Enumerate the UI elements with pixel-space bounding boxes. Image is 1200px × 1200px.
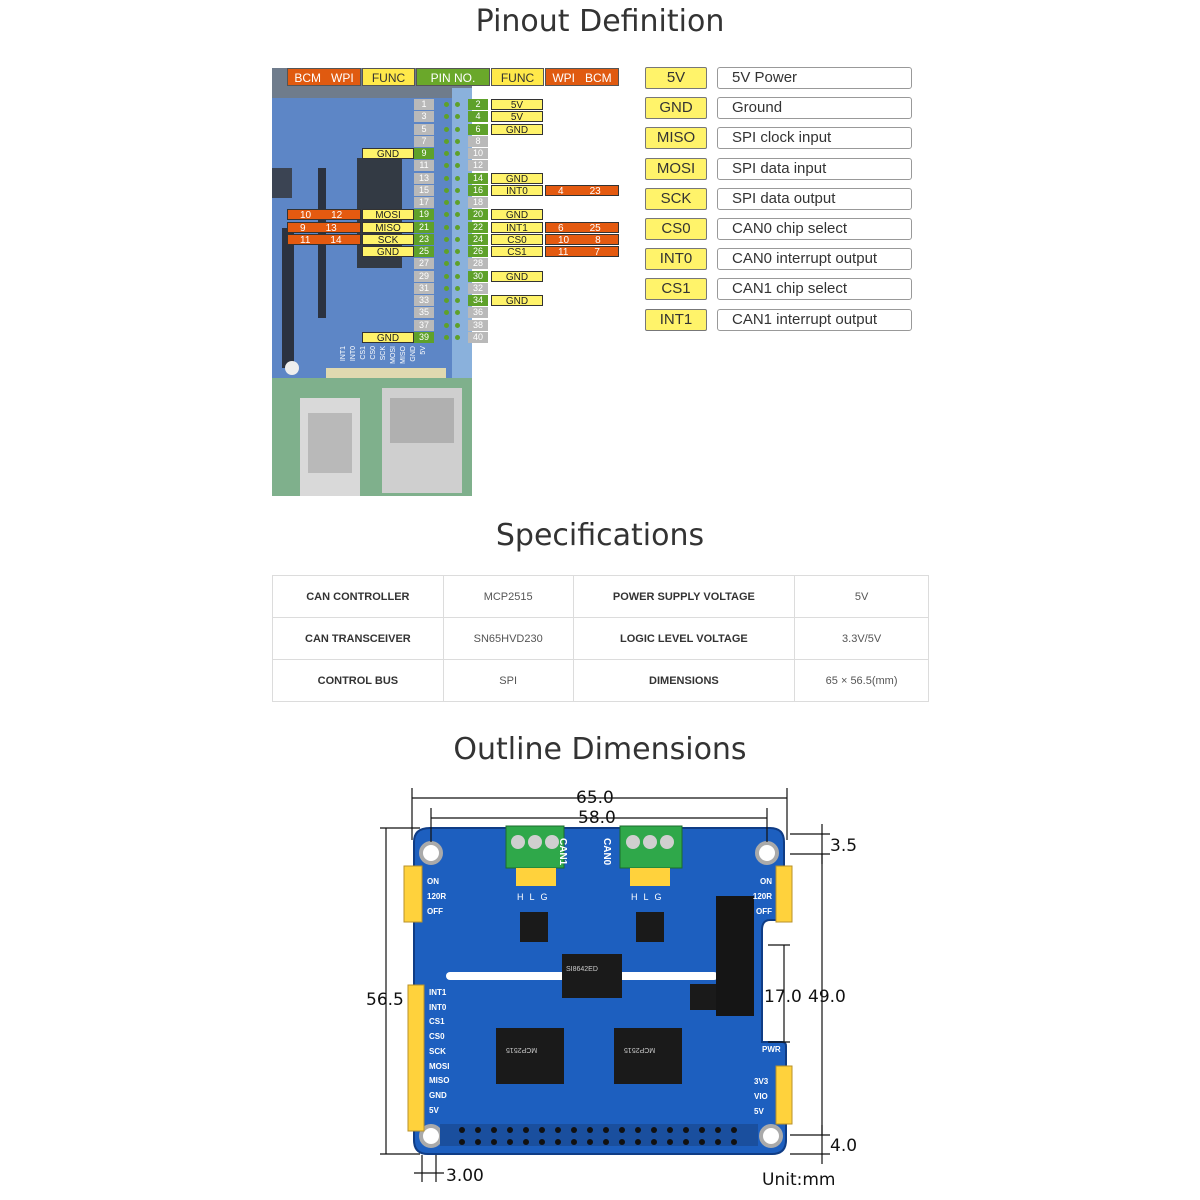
chip-regulator (690, 984, 716, 1010)
pin-dot (455, 102, 460, 107)
dim-height-total: 56.5 (366, 990, 404, 1010)
pin-dot (444, 188, 449, 193)
jumper-right-labels (752, 874, 772, 919)
legend-key: MISO (645, 127, 707, 149)
legend-key: MOSI (645, 158, 707, 180)
chip-isolator-label: SI8642ED (566, 966, 598, 973)
left-bcm-wpi-label (287, 222, 361, 233)
wpi-value: 11 (558, 247, 569, 258)
legend-description: SPI data output (717, 188, 912, 210)
chip-mcp2515-right (614, 1028, 682, 1084)
jumper-right (776, 866, 792, 922)
right-wpi-bcm-label (545, 185, 619, 196)
right-wpi-bcm-label (545, 246, 619, 257)
chip-mcp-left-label: MCP2515 (506, 1046, 538, 1053)
legend-key: 5V (645, 67, 707, 89)
right-func-label: 5V (491, 111, 543, 122)
legend-description: CAN1 interrupt output (717, 309, 912, 331)
pin-number: 2 (468, 99, 488, 110)
left-func-label: GND (362, 246, 414, 257)
left-bcm-wpi-label (287, 234, 361, 245)
legend-key: CS1 (645, 278, 707, 300)
legend-description: CAN1 chip select (717, 278, 912, 300)
board-pin-labels (429, 986, 449, 1118)
pin-number: 26 (468, 246, 488, 257)
right-func-label: GND (491, 124, 543, 135)
legend-key: INT1 (645, 309, 707, 331)
pin-number: 31 (414, 283, 434, 294)
pin-dot (455, 237, 460, 242)
connector-label: INT0 (350, 346, 357, 362)
pin-number: 30 (468, 271, 488, 282)
pin-dot (455, 298, 460, 303)
can0-label: CAN0 (601, 838, 612, 866)
jumper-off-label: OFF (427, 907, 443, 916)
dim-cutout: 17.0 (764, 987, 802, 1007)
chip-mcp-right-label: MCP2515 (624, 1046, 656, 1053)
pin-dot (455, 188, 460, 193)
pin-number: 22 (468, 222, 488, 233)
vsel-5v-label: 5V (754, 1107, 764, 1116)
wpi-value: 6 (558, 222, 564, 234)
pin-number: 16 (468, 185, 488, 196)
can1-label: CAN1 (557, 838, 568, 866)
connector-label: CS1 (360, 346, 367, 360)
pwr-label: PWR (762, 1045, 781, 1054)
header-pin-no: PIN NO. (416, 68, 490, 86)
outline-drawing (0, 780, 1200, 1200)
jumper-vio (776, 1066, 792, 1124)
pin-dot (455, 286, 460, 291)
pin-number: 32 (468, 283, 488, 294)
jumper-120r-label: 120R (427, 892, 447, 901)
pin-number: 6 (468, 124, 488, 135)
connector-label: GND (410, 346, 417, 362)
chip-isolator (562, 954, 622, 998)
pin-number: 38 (468, 320, 488, 331)
legend-key: SCK (645, 188, 707, 210)
g-label: G (540, 892, 554, 902)
board-pin-label: INT1 (429, 988, 447, 997)
right-func-label: CS1 (491, 246, 543, 257)
connector-label: INT1 (340, 346, 347, 362)
connector-label: 5V (420, 346, 427, 355)
pin-number: 17 (414, 197, 434, 208)
right-func-label: GND (491, 173, 543, 184)
spec-key: CAN TRANSCEIVER (273, 618, 444, 660)
spec-value: SPI (443, 660, 573, 702)
board-pin-label: MISO (429, 1076, 450, 1086)
right-func-label: GND (491, 295, 543, 306)
left-bcm-wpi-label (287, 209, 361, 220)
pin-number: 39 (414, 332, 434, 343)
bcm-value: 8 (595, 234, 601, 246)
legend-key: GND (645, 97, 707, 119)
spec-key: POWER SUPPLY VOLTAGE (573, 576, 795, 618)
connector-label: SCK (380, 346, 387, 361)
pin-dot (455, 323, 460, 328)
table-row (273, 576, 929, 618)
left-func-label: SCK (362, 234, 414, 245)
dim-bottom-offset: 4.0 (830, 1136, 858, 1156)
jumper-on-label: ON (760, 877, 772, 886)
left-func-label: GND (362, 332, 414, 343)
pin-number: 9 (414, 148, 434, 159)
header-bcm-wpi-left (287, 68, 361, 86)
table-row (273, 618, 929, 660)
dim-left-offset: 3.00 (446, 1166, 484, 1186)
spec-key: CAN CONTROLLER (273, 576, 444, 618)
dim-height-holes: 49.0 (808, 987, 846, 1007)
pin-number: 34 (468, 295, 488, 306)
legend-description: CAN0 interrupt output (717, 248, 912, 270)
wpi-value: 14 (330, 234, 342, 246)
pin-dot (455, 335, 460, 340)
pin-dot (444, 176, 449, 181)
pin-dot (444, 200, 449, 205)
header-strip (440, 1124, 758, 1146)
left-func-label: GND (362, 148, 414, 159)
bcm-value: 7 (594, 247, 600, 258)
pin-number: 36 (468, 307, 488, 318)
legend-description: SPI data input (717, 158, 912, 180)
left-func-label: MOSI (362, 209, 414, 220)
hlg-left (517, 892, 554, 902)
left-pin-header (408, 985, 424, 1131)
pin-dot (444, 286, 449, 291)
board-pin-label: CS0 (429, 1032, 445, 1042)
pin-dot (444, 225, 449, 230)
pin-dot (455, 176, 460, 181)
pin-number: 35 (414, 307, 434, 318)
jumper-120r-label: 120R (752, 892, 772, 901)
header-bcm-right: BCM (585, 71, 612, 85)
chip-transceiver-left (520, 912, 548, 942)
h-label: H (631, 892, 644, 902)
pin-dot (455, 139, 460, 144)
pin-dot (444, 102, 449, 107)
pin-dot (444, 127, 449, 132)
pin-dot (444, 237, 449, 242)
raspberry-pi-photo (272, 68, 472, 496)
pin-number: 20 (468, 209, 488, 220)
board-pin-label: CS1 (429, 1017, 445, 1027)
spec-table (272, 575, 929, 702)
connector-label: MISO (400, 346, 407, 364)
dim-width-holes: 58.0 (578, 808, 616, 828)
l-label: L (529, 892, 541, 902)
pinout-title: Pinout Definition (475, 4, 725, 39)
pin-number: 12 (468, 160, 488, 171)
right-func-label: GND (491, 209, 543, 220)
header-func-left: FUNC (362, 68, 415, 86)
vsel-3v3-label: 3V3 (754, 1077, 769, 1086)
pin-number: 3 (414, 111, 434, 122)
pin-number: 14 (468, 173, 488, 184)
pin-dot (455, 127, 460, 132)
spec-key: LOGIC LEVEL VOLTAGE (573, 618, 795, 660)
bcm-value: 11 (300, 234, 311, 246)
header-wpi-left: WPI (331, 71, 354, 85)
bcm-value: 10 (300, 210, 312, 222)
wpi-value: 10 (558, 234, 570, 246)
pin-dot (444, 151, 449, 156)
pin-number: 5 (414, 124, 434, 135)
board-pin-label: SCK (429, 1046, 446, 1056)
pin-number: 33 (414, 295, 434, 306)
jumper-on-label: ON (427, 877, 439, 886)
dim-top-offset: 3.5 (830, 836, 858, 856)
spec-value: 65 × 56.5(mm) (795, 660, 929, 702)
connector-label: MOSI (390, 346, 397, 364)
left-func-label: MISO (362, 222, 414, 233)
pin-number: 28 (468, 258, 488, 269)
bcm-value: 23 (589, 185, 601, 197)
pin-number: 8 (468, 136, 488, 147)
legend-description: SPI clock input (717, 127, 912, 149)
pin-number: 40 (468, 332, 488, 343)
pin-number: 1 (414, 99, 434, 110)
spec-value: 5V (795, 576, 929, 618)
legend-description: Ground (717, 97, 912, 119)
pin-number: 25 (414, 246, 434, 257)
pin-number: 21 (414, 222, 434, 233)
jumper-left (404, 866, 422, 922)
pin-dot (444, 335, 449, 340)
wpi-value: 12 (331, 210, 343, 222)
pin-dot (444, 139, 449, 144)
legend-description: 5V Power (717, 67, 912, 89)
pin-dot (455, 151, 460, 156)
pin-number: 23 (414, 234, 434, 245)
header-func-right: FUNC (491, 68, 544, 86)
right-func-label: INT0 (491, 185, 543, 196)
pin-number: 27 (414, 258, 434, 269)
pin-number: 13 (414, 173, 434, 184)
chip-mcp2515-left (496, 1028, 564, 1084)
chip-transceiver-right (636, 912, 664, 942)
wpi-value: 4 (558, 185, 564, 197)
board-pin-label: GND (429, 1090, 447, 1100)
pin-dot (444, 298, 449, 303)
bcm-value: 9 (300, 222, 306, 234)
right-func-label: CS0 (491, 234, 543, 245)
pin-number: 29 (414, 271, 434, 282)
hlg-right (631, 892, 668, 902)
outline-title: Outline Dimensions (453, 732, 747, 767)
h-label: H (517, 892, 530, 902)
header-wpi-right: WPI (552, 71, 575, 85)
vsel-vio-label: VIO (754, 1092, 768, 1101)
spec-key: DIMENSIONS (573, 660, 795, 702)
specs-title: Specifications (495, 518, 705, 553)
header-wpi-bcm-right (545, 68, 619, 86)
legend-description: CAN0 chip select (717, 218, 912, 240)
wpi-value: 13 (325, 222, 337, 234)
pin-dot (444, 249, 449, 254)
right-func-label: GND (491, 271, 543, 282)
g-label: G (654, 892, 668, 902)
jumper-left-labels (427, 874, 446, 919)
pin-dot (455, 225, 460, 230)
table-row (273, 660, 929, 702)
chip-power-module (716, 896, 754, 1016)
spec-value: SN65HVD230 (443, 618, 573, 660)
board-pin-label: MOSI (429, 1061, 450, 1071)
dim-width-total: 65.0 (576, 788, 614, 808)
legend-key: INT0 (645, 248, 707, 270)
connector-label: CS0 (370, 346, 377, 360)
right-wpi-bcm-label (545, 234, 619, 245)
pin-number: 24 (468, 234, 488, 245)
vsel-labels (754, 1074, 768, 1119)
pin-number: 15 (414, 185, 434, 196)
pin-dot (455, 274, 460, 279)
legend-key: CS0 (645, 218, 707, 240)
header-bcm-left: BCM (294, 71, 321, 85)
pin-dot (444, 323, 449, 328)
pin-dot (444, 274, 449, 279)
pin-dot (455, 200, 460, 205)
pin-number: 19 (414, 209, 434, 220)
pin-number: 4 (468, 111, 488, 122)
right-wpi-bcm-label (545, 222, 619, 233)
pin-number: 37 (414, 320, 434, 331)
spec-key: CONTROL BUS (273, 660, 444, 702)
pin-number: 10 (468, 148, 488, 159)
l-label: L (643, 892, 655, 902)
board-pin-label: INT0 (429, 1002, 447, 1012)
spec-value: 3.3V/5V (795, 618, 929, 660)
bcm-value: 25 (589, 222, 601, 234)
pin-number: 7 (414, 136, 434, 147)
right-func-label: 5V (491, 99, 543, 110)
jumper-off-label: OFF (756, 907, 772, 916)
pin-dot (455, 249, 460, 254)
pin-number: 11 (414, 160, 434, 171)
board-pin-label: 5V (429, 1105, 439, 1115)
right-func-label: INT1 (491, 222, 543, 233)
pin-number: 18 (468, 197, 488, 208)
spec-value: MCP2515 (443, 576, 573, 618)
unit-label: Unit:mm (762, 1170, 836, 1190)
